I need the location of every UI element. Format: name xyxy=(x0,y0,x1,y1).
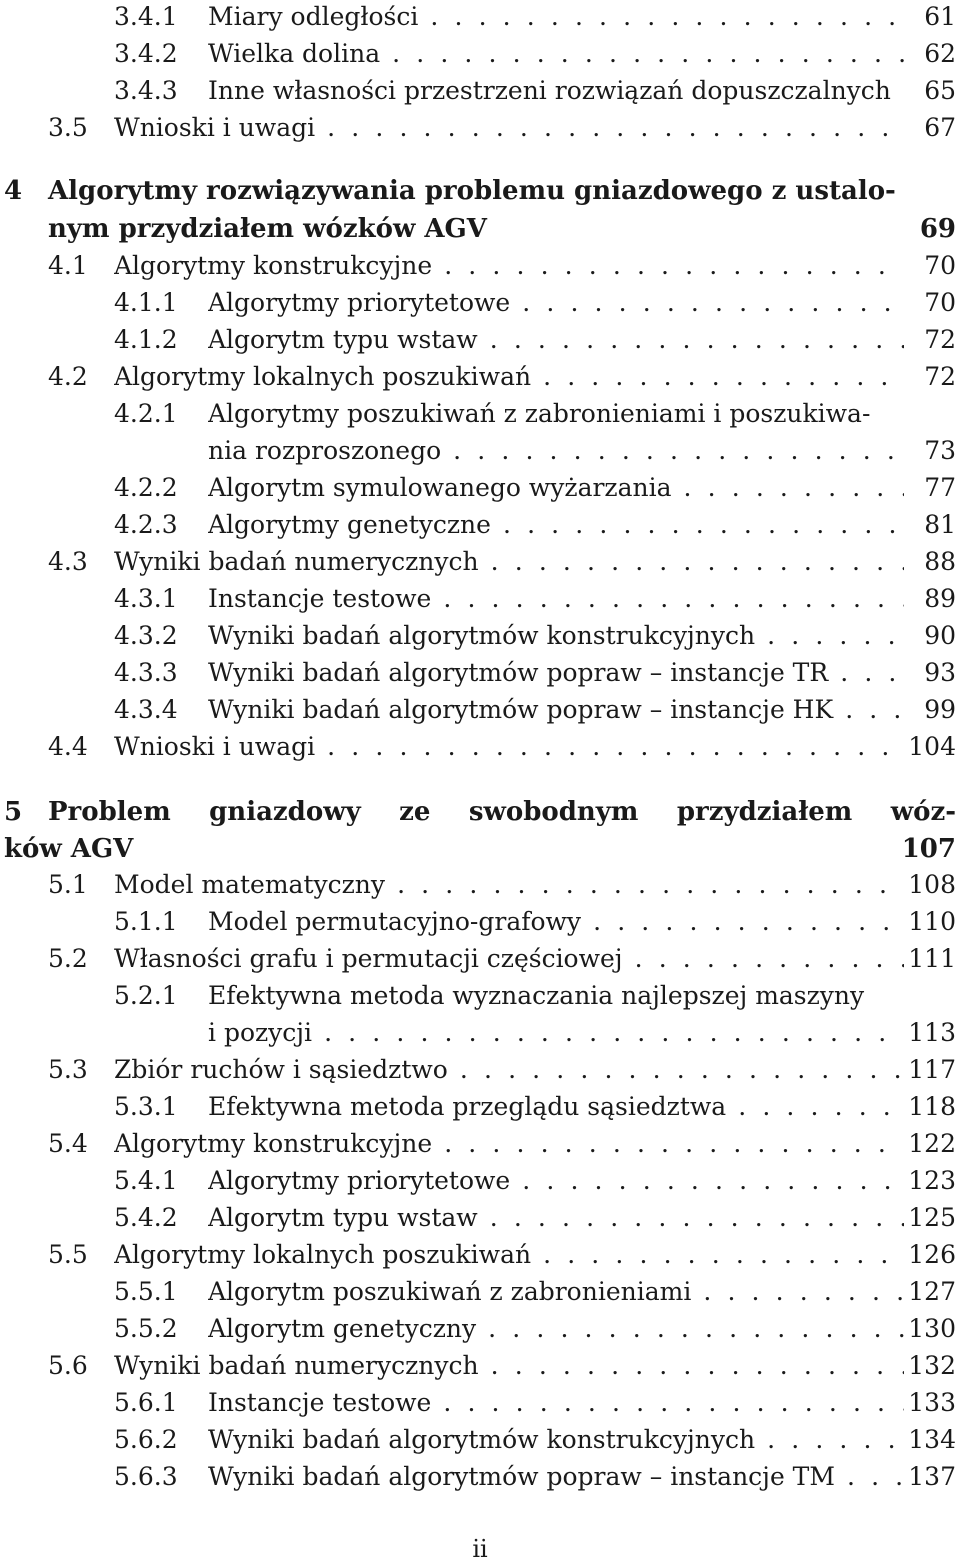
toc-entry[interactable] xyxy=(0,619,960,656)
entry-page: 61 xyxy=(924,2,956,31)
toc-entry[interactable] xyxy=(0,656,960,693)
toc-entry[interactable] xyxy=(0,582,960,619)
entry-title: Algorytmy lokalnych poszukiwań xyxy=(114,1240,532,1269)
chapter-number: 5 xyxy=(4,797,23,827)
entry-page: 88 xyxy=(924,547,956,576)
toc-entry[interactable] xyxy=(0,1349,960,1386)
entry-number: 4.2.3 xyxy=(114,510,178,539)
entry-number: 4.4 xyxy=(48,732,88,761)
entry-number: 5.5 xyxy=(48,1240,88,1269)
entry-page: 137 xyxy=(908,1462,956,1491)
entry-page: 90 xyxy=(924,621,956,650)
entry-page: 132 xyxy=(908,1351,956,1380)
chapter-title-line1: Algorytmy rozwiązywania problemu gniazdowego z ustalo- xyxy=(48,176,896,206)
toc-entry[interactable] xyxy=(0,397,960,471)
entry-title: Model matematyczny xyxy=(114,870,386,899)
entry-title: Algorytm poszukiwań z zabronieniami xyxy=(208,1277,692,1306)
entry-title: Efektywna metoda przeglądu sąsiedztwa xyxy=(208,1092,727,1121)
entry-number: 5.3.1 xyxy=(114,1092,178,1121)
entry-number: 4.3 xyxy=(48,547,88,576)
page-number: ii xyxy=(472,1535,488,1563)
entry-title: Wyniki badań algorytmów konstrukcyjnych xyxy=(208,621,756,650)
entry-page: 70 xyxy=(924,288,956,317)
toc-entry[interactable] xyxy=(0,286,960,323)
entry-title: Model permutacyjno-grafowy xyxy=(208,907,582,936)
entry-number: 5.3 xyxy=(48,1055,88,1084)
toc-entry[interactable] xyxy=(0,1423,960,1460)
entry-title: Wnioski i uwagi xyxy=(114,113,316,142)
entry-number: 5.6.3 xyxy=(114,1462,178,1491)
entry-number: 5.2.1 xyxy=(114,981,178,1010)
entry-number: 4.2.1 xyxy=(114,399,178,428)
entry-page: 133 xyxy=(908,1388,956,1417)
entry-title: Algorytmy lokalnych poszukiwań xyxy=(114,362,532,391)
entry-page: 127 xyxy=(908,1277,956,1306)
entry-title: Wnioski i uwagi xyxy=(114,732,316,761)
entry-title: Zbiór ruchów i sąsiedztwo xyxy=(114,1055,448,1084)
entry-page: 65 xyxy=(924,76,956,105)
entry-number: 3.5 xyxy=(48,113,88,142)
entry-number: 4.1.1 xyxy=(114,288,178,317)
entry-number: 4.2.2 xyxy=(114,473,178,502)
entry-number: 5.1.1 xyxy=(114,907,178,936)
entry-page: 99 xyxy=(924,695,956,724)
entry-page: 104 xyxy=(908,732,956,761)
toc-entry[interactable] xyxy=(0,1201,960,1238)
entry-title: Algorytmy priorytetowe xyxy=(208,288,511,317)
entry-page: 72 xyxy=(924,325,956,354)
entry-title: Wyniki badań numerycznych xyxy=(114,1351,479,1380)
entry-number: 5.6.1 xyxy=(114,1388,178,1417)
entry-title: Własności grafu i permutacji częściowej xyxy=(114,944,623,973)
toc-entry[interactable] xyxy=(0,1090,960,1127)
toc-entry[interactable] xyxy=(0,74,960,111)
entry-title: Algorytmy priorytetowe xyxy=(208,1166,511,1195)
toc-entry[interactable] xyxy=(0,471,960,508)
entry-number: 5.4 xyxy=(48,1129,88,1158)
entry-title-line2: i pozycji xyxy=(208,1018,313,1047)
entry-title-line1: Efektywna metoda wyznaczania najlepszej maszyny xyxy=(208,981,865,1010)
entry-page: 89 xyxy=(924,584,956,613)
toc-entry[interactable] xyxy=(0,111,960,148)
entry-number: 3.4.3 xyxy=(114,76,178,105)
toc-entry[interactable] xyxy=(0,545,960,582)
toc-entry[interactable] xyxy=(0,1460,960,1497)
entry-number: 4.3.3 xyxy=(114,658,178,687)
entry-page: 62 xyxy=(924,39,956,68)
entry-title: Wyniki badań numerycznych xyxy=(114,547,479,576)
entry-title: Algorytmy genetyczne xyxy=(208,510,491,539)
entry-page: 81 xyxy=(924,510,956,539)
entry-number: 4.3.4 xyxy=(114,695,178,724)
entry-number: 5.2 xyxy=(48,944,88,973)
entry-page: 110 xyxy=(908,907,956,936)
entry-page: 73 xyxy=(924,436,956,465)
entry-title: Algorytm symulowanego wyżarzania xyxy=(208,473,672,502)
entry-title: Wyniki badań algorytmów popraw – instancje TR xyxy=(208,658,829,687)
entry-number: 5.6 xyxy=(48,1351,88,1380)
entry-page: 117 xyxy=(908,1055,956,1084)
entry-number: 5.5.1 xyxy=(114,1277,178,1306)
toc-entry[interactable] xyxy=(0,1312,960,1349)
entry-number: 5.1 xyxy=(48,870,88,899)
toc-entry[interactable] xyxy=(0,942,960,979)
entry-title: Wyniki badań algorytmów konstrukcyjnych xyxy=(208,1425,756,1454)
chapter-title-line1: Problem gniazdowy ze swobodnym przydziałem wóz- xyxy=(48,797,956,827)
entry-page: 108 xyxy=(908,870,956,899)
entry-number: 5.4.1 xyxy=(114,1166,178,1195)
entry-title: Wyniki badań algorytmów popraw – instancje HK xyxy=(208,695,834,724)
entry-title: Wielka dolina xyxy=(208,39,381,68)
toc-entry[interactable] xyxy=(0,1386,960,1423)
toc-entry[interactable] xyxy=(0,1275,960,1312)
toc-entry[interactable] xyxy=(0,979,960,1053)
toc-entry[interactable] xyxy=(0,693,960,730)
entry-number: 3.4.1 xyxy=(114,2,178,31)
toc-entry[interactable] xyxy=(0,249,960,286)
entry-page: 113 xyxy=(908,1018,956,1047)
entry-number: 3.4.2 xyxy=(114,39,178,68)
entry-title: Inne własności przestrzeni rozwiązań dopuszczalnych xyxy=(208,76,891,105)
toc-entry[interactable] xyxy=(0,1053,960,1090)
toc-entry[interactable] xyxy=(0,868,960,905)
toc-entry[interactable] xyxy=(0,508,960,545)
toc-entry[interactable] xyxy=(0,0,960,37)
toc-entry[interactable] xyxy=(0,1164,960,1201)
chapter-page: 69 xyxy=(919,214,956,244)
entry-page: 77 xyxy=(924,473,956,502)
toc-entry[interactable] xyxy=(0,360,960,397)
entry-title: Instancje testowe xyxy=(208,1388,432,1417)
toc-entry[interactable] xyxy=(0,905,960,942)
chapter-title-line2: nym przydziałem wózków AGV xyxy=(48,214,487,244)
entry-number: 4.3.2 xyxy=(114,621,178,650)
entry-title: Algorytmy konstrukcyjne xyxy=(114,251,433,280)
entry-number: 4.2 xyxy=(48,362,88,391)
entry-number: 5.5.2 xyxy=(114,1314,178,1343)
entry-title: Miary odległości xyxy=(208,2,419,31)
entry-number: 5.6.2 xyxy=(114,1425,178,1454)
entry-number: 4.1.2 xyxy=(114,325,178,354)
toc-entry[interactable] xyxy=(0,730,960,767)
entry-page: 93 xyxy=(924,658,956,687)
entry-title: Wyniki badań algorytmów popraw – instancje TM xyxy=(208,1462,835,1491)
entry-page: 70 xyxy=(924,251,956,280)
toc-entry[interactable] xyxy=(0,1127,960,1164)
entry-page: 111 xyxy=(908,944,956,973)
entry-title: Algorytm genetyczny xyxy=(208,1314,477,1343)
entry-number: 4.1 xyxy=(48,251,88,280)
entry-title: Algorytm typu wstaw xyxy=(208,1203,478,1232)
toc-entry[interactable] xyxy=(0,37,960,74)
entry-page: 126 xyxy=(908,1240,956,1269)
entry-page: 67 xyxy=(924,113,956,142)
entry-number: 4.3.1 xyxy=(114,584,178,613)
entry-page: 118 xyxy=(908,1092,956,1121)
entry-number: 5.4.2 xyxy=(114,1203,178,1232)
entry-page: 130 xyxy=(908,1314,956,1343)
entry-title: Instancje testowe xyxy=(208,584,432,613)
entry-page: 123 xyxy=(908,1166,956,1195)
entry-title: Algorytmy konstrukcyjne xyxy=(114,1129,433,1158)
toc-entry[interactable] xyxy=(0,1238,960,1275)
entry-page: 125 xyxy=(908,1203,956,1232)
toc-entry[interactable] xyxy=(0,323,960,360)
chapter-page: 107 xyxy=(901,834,956,864)
entry-title-line2: nia rozproszonego xyxy=(208,436,442,465)
chapter-title-line2: ków AGV xyxy=(4,834,134,864)
entry-title-line1: Algorytmy poszukiwań z zabronieniami i poszukiwa- xyxy=(208,399,871,428)
entry-page: 122 xyxy=(908,1129,956,1158)
entry-page: 72 xyxy=(924,362,956,391)
entry-title: Algorytm typu wstaw xyxy=(208,325,478,354)
chapter-number: 4 xyxy=(4,176,23,206)
entry-page: 134 xyxy=(908,1425,956,1454)
